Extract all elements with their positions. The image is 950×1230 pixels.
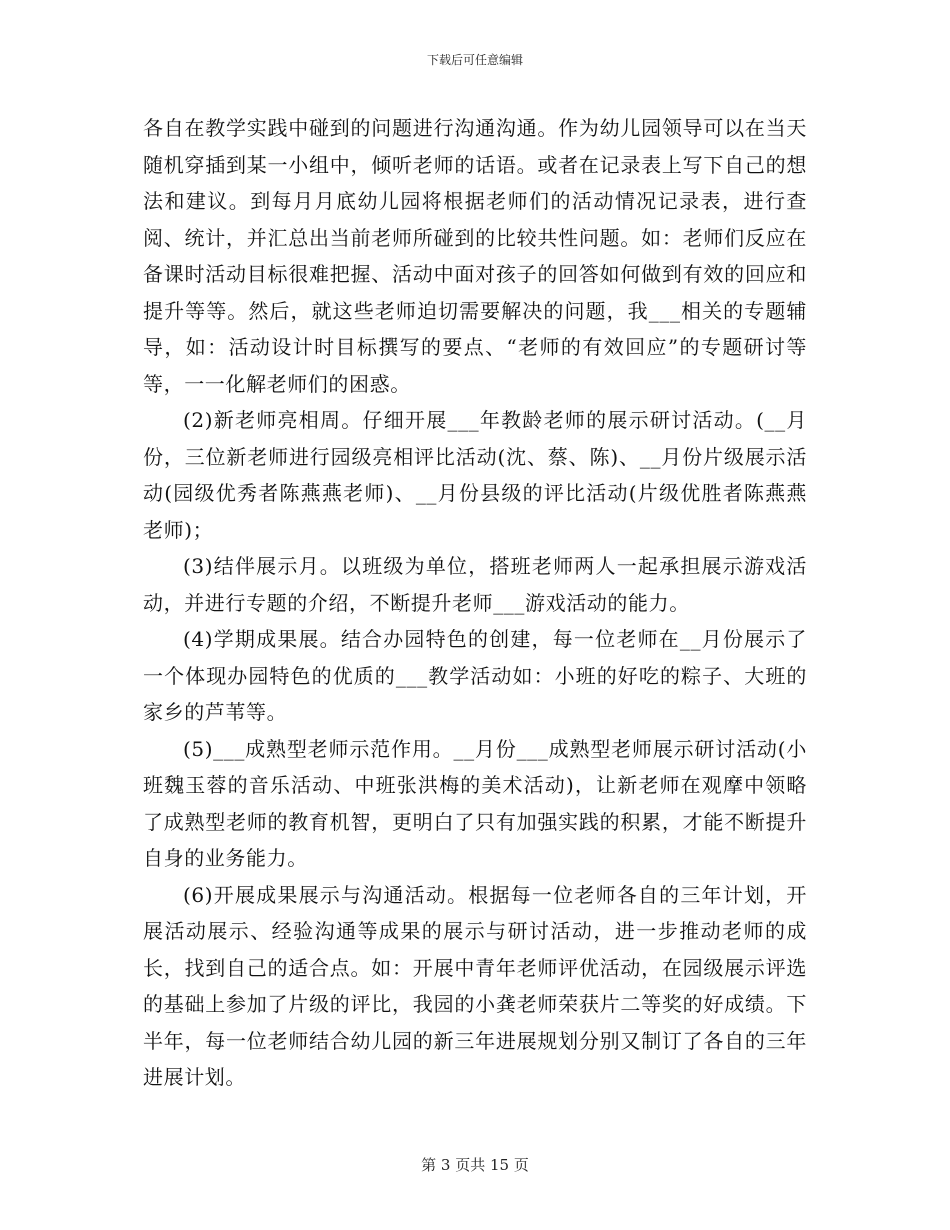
paragraph-6: (6)开展成果展示与沟通活动。根据每一位老师各自的三年计划，开展活动展示、经验沟通等成果的展示与研讨活动，进一步推动老师的成长，找到自己的适合点。如：开展中青年老师评优活动，在园级展示评选的基础上参加了片级的评比，我园的小龚老师荣获片二等奖的好成绩。下半年，每一位老师结合幼儿园的新三年进展规划分别又制订了各自的三年进展计划。 [143,882,807,1089]
paragraph-5: (5)___成熟型老师示范作用。__月份___成熟型老师展示研讨活动(小班魏玉蓉的音乐活动、中班张洪梅的美术活动)，让新老师在观摩中领略了成熟型老师的教育机智，更明白了只有加强实践的积累，才能不断提升自身的业务能力。 [143,736,807,870]
paragraph-1: 各自在教学实践中碰到的问题进行沟通沟通。作为幼儿园领导可以在当天随机穿插到某一小组中，倾听老师的话语。或者在记录表上写下自己的想法和建议。到每月月底幼儿园将根据老师们的活动情况记录表，进行查阅、统计，并汇总出当前老师所碰到的比较共性问题。如：老师们反应在备课时活动目标很难把握、活动中面对孩子的回答如何做到有效的回应和提升等等。然后，就这些老师迫切需要解决的问题，我___相关的专题辅导，如：活动设计时目标撰写的要点、“老师的有效回应”的专题研讨等等，一一化解老师们的困惑。 [143,116,807,396]
paragraph-4: (4)学期成果展。结合办园特色的创建，每一位老师在__月份展示了一个体现办园特色的优质的___教学活动如：小班的好吃的粽子、大班的家乡的芦苇等。 [143,627,807,724]
page-header-note: 下载后可任意编辑 [426,53,523,67]
paragraph-3: (3)结伴展示月。以班级为单位，搭班老师两人一起承担展示游戏活动，并进行专题的介绍，不断提升老师___游戏活动的能力。 [143,554,807,615]
page-number: 第 3 页共 15 页 [421,1156,529,1174]
document-body [143,110,807,1096]
paragraph-2: (2)新老师亮相周。仔细开展___年教龄老师的展示研讨活动。(__月份，三位新老师进行园级亮相评比活动(沈、蔡、陈)、__月份片级展示活动(园级优秀者陈燕燕老师)、__月份县级的评比活动(片级优胜者陈燕燕老师)； [143,408,807,542]
